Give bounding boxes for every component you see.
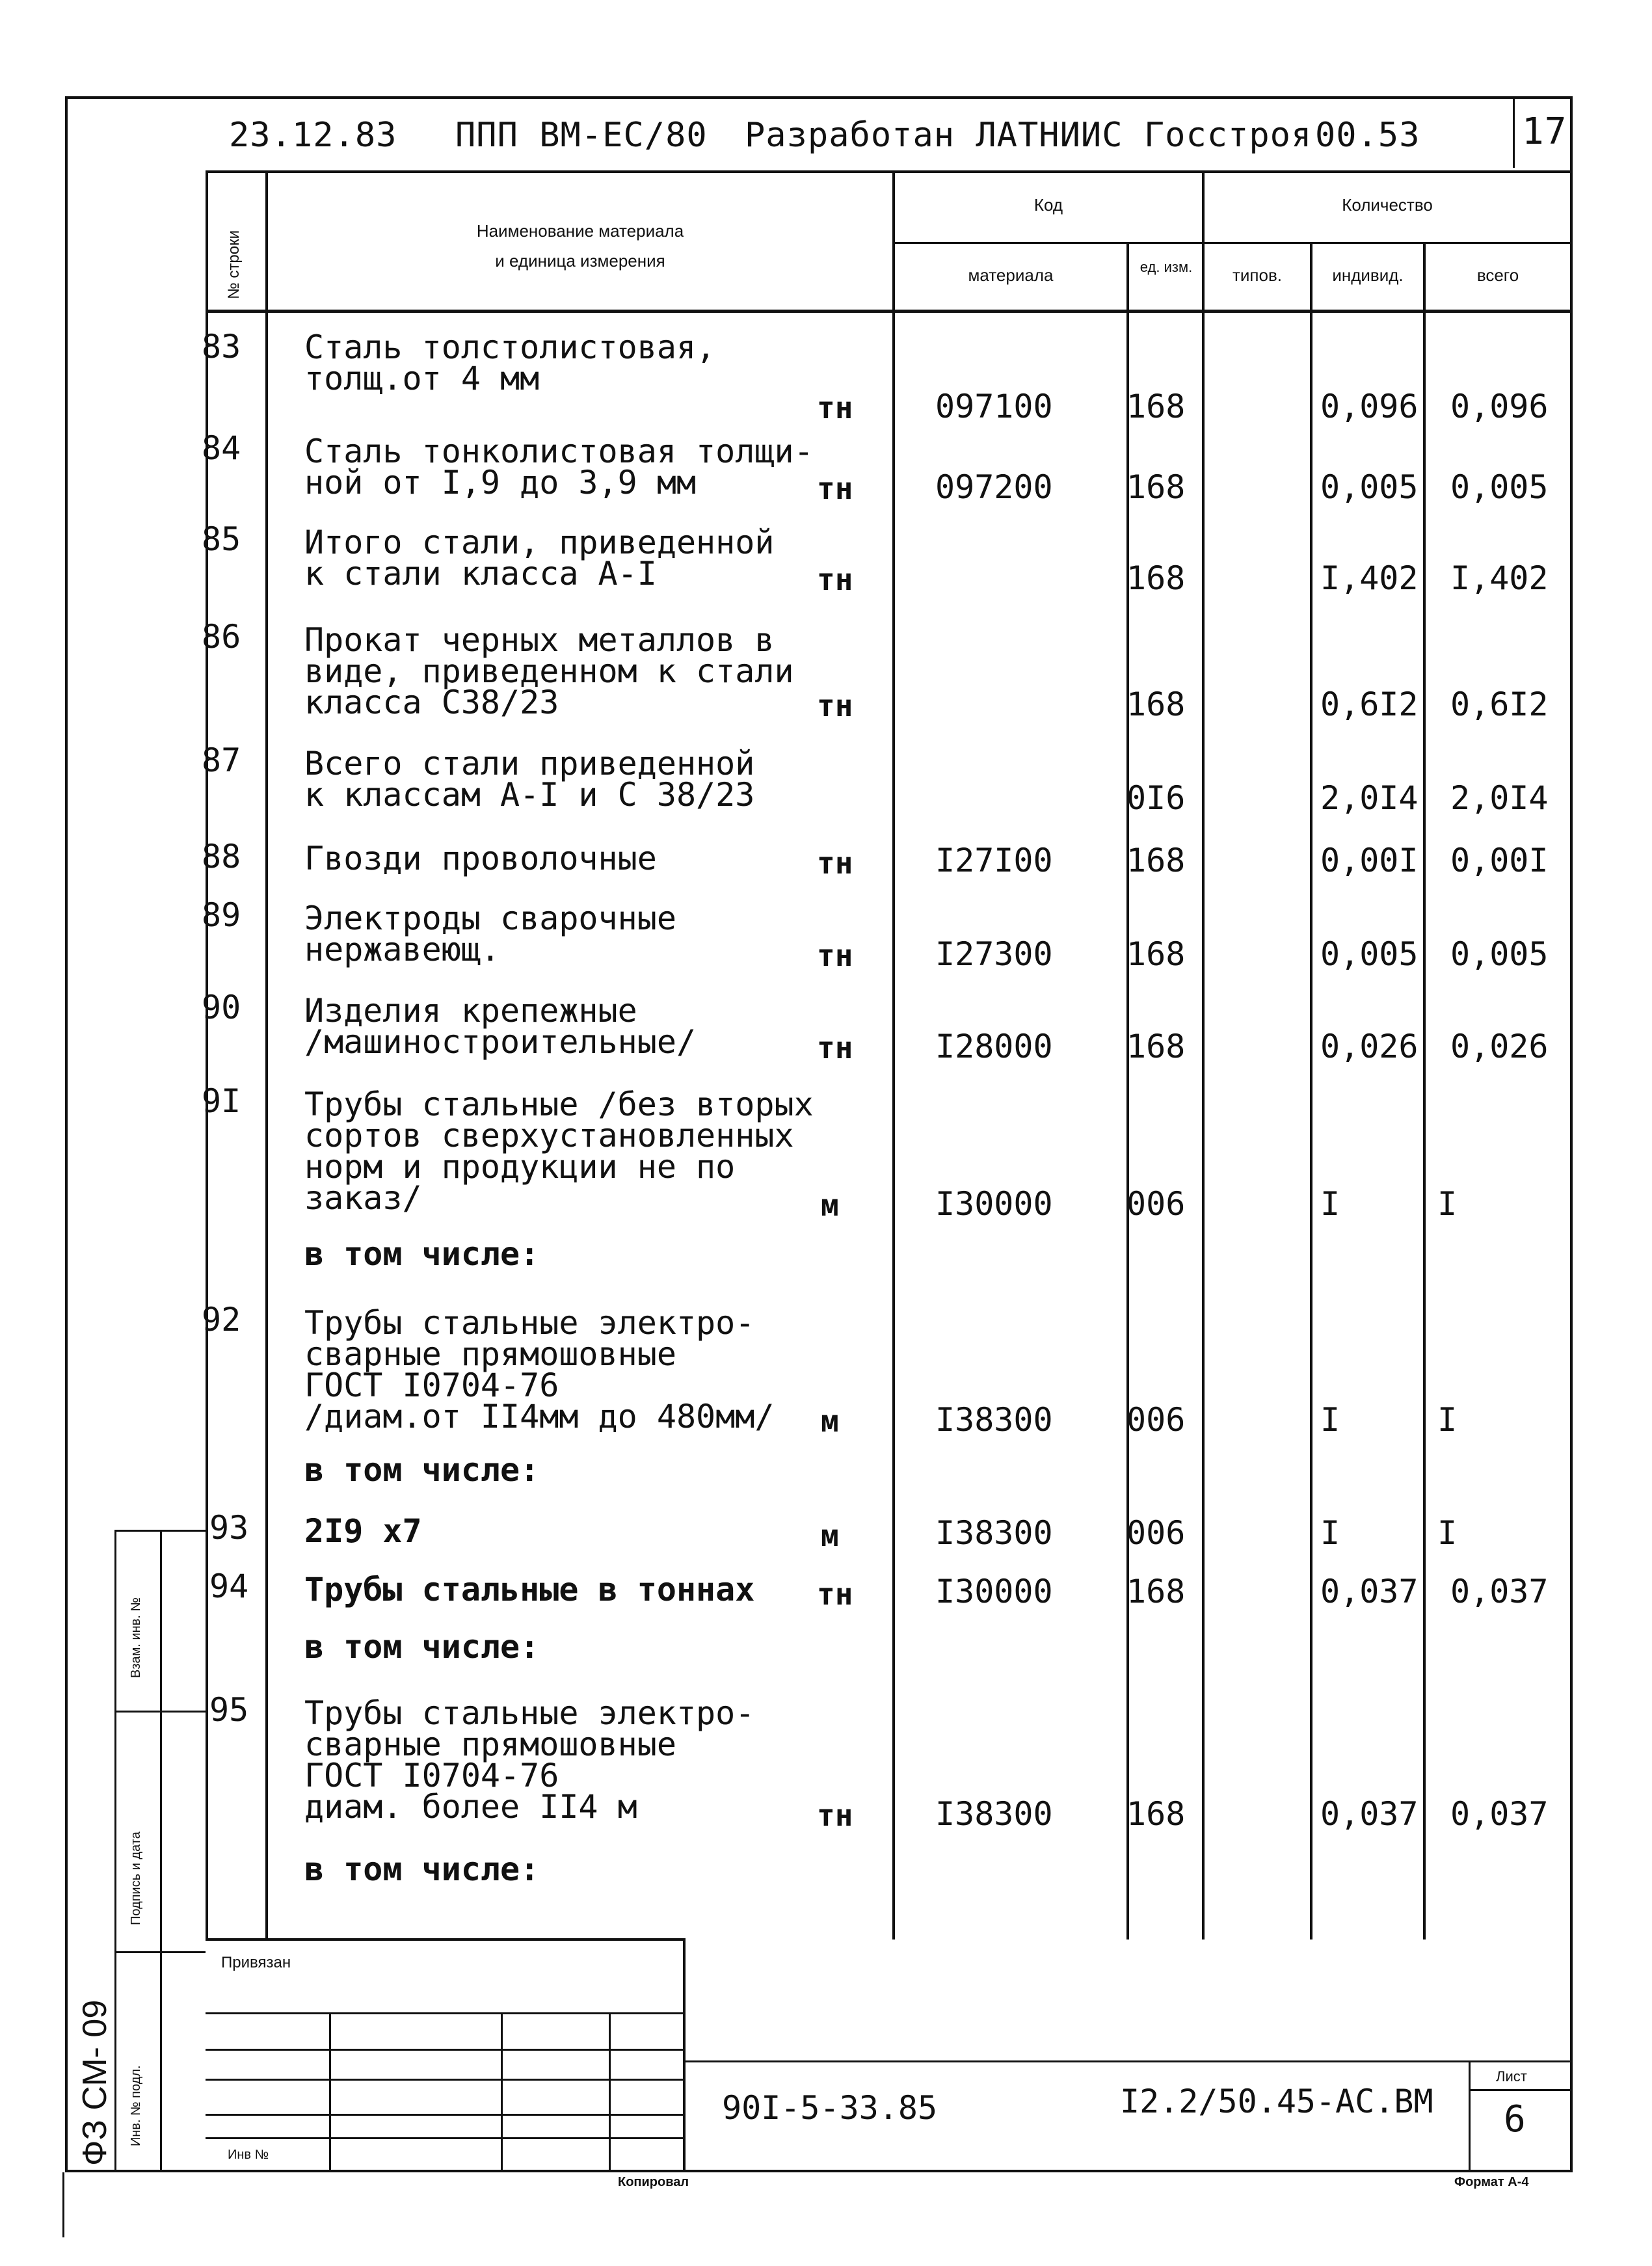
row-qty-total: I	[1437, 1185, 1458, 1223]
row-qty-individual: I	[1320, 1401, 1340, 1439]
binding-margin-line	[62, 2172, 64, 2237]
row-material-code: I38300	[935, 1401, 1053, 1439]
row-name: Гвозди проволочные	[304, 840, 657, 877]
row-material-code: I27300	[935, 935, 1053, 973]
col-head-qty: Количество	[1342, 195, 1433, 215]
row-number: 94	[209, 1567, 249, 1605]
margin-archive-code: ФЗ СМ- 09	[76, 1999, 114, 2166]
col-divider-name	[265, 170, 268, 1939]
stamp-top-left-box	[206, 1938, 686, 1941]
margin-sep-2	[114, 1530, 116, 2171]
row-unit: тн	[817, 1798, 853, 1833]
row-qty-total: I	[1437, 1514, 1458, 1552]
row-qty-individual: 0,096	[1320, 388, 1419, 425]
stamp-linked-label: Привязан	[221, 1954, 291, 1971]
row-material-code: 097200	[935, 468, 1053, 506]
row-qty-individual: I	[1320, 1185, 1340, 1223]
col-head-qty-individual: индивид.	[1332, 265, 1404, 285]
col-head-name-line1: Наименование материала	[476, 221, 684, 241]
row-number: 88	[202, 838, 241, 875]
row-name: Итого стали, приведенной к стали класса А-I	[304, 524, 775, 593]
margin-vzam-inv: Взам. инв. №	[129, 1597, 143, 1678]
row-unit: тн	[817, 938, 853, 973]
margin-sep-1	[160, 1530, 206, 1532]
stamp-col-2	[501, 2012, 503, 2171]
row-qty-total: I	[1437, 1401, 1458, 1439]
row-unit: тн	[817, 471, 853, 506]
row-qty-individual: I	[1320, 1514, 1340, 1552]
row-number: 85	[202, 520, 241, 558]
page-number: 17	[1522, 111, 1567, 153]
row-uom-code: 0I6	[1126, 779, 1186, 817]
row-number: 84	[202, 429, 241, 467]
row-uom-code: 006	[1126, 1401, 1186, 1439]
row-name: Трубы стальные в тоннах	[304, 1571, 755, 1608]
col-head-code: Код	[1033, 195, 1063, 215]
code-sub-line	[892, 242, 1205, 244]
frame-left	[65, 96, 68, 2172]
qty-sub-line	[1202, 242, 1570, 244]
row-name: Сталь толстолистовая, толщ.от 4 мм	[304, 328, 716, 397]
margin-sep-4	[114, 1711, 206, 1713]
row-qty-total: 0,037	[1450, 1795, 1549, 1833]
col-head-name-line2: и единица измерения	[495, 251, 665, 271]
row-uom-code: 168	[1126, 468, 1186, 506]
frame-top	[65, 96, 1573, 99]
row-name: Трубы стальные электро- сварные прямошовные ГОСТ I0704-76 диам. более II4 м	[304, 1694, 755, 1826]
stamp-sheet-label: Лист	[1496, 2068, 1527, 2085]
row-number: 93	[209, 1509, 249, 1547]
row-material-code: I38300	[935, 1795, 1053, 1833]
row-name: Электроды сварочные нержавеющ.	[304, 900, 676, 968]
row-material-code: I38300	[935, 1514, 1053, 1552]
col-divider-individual	[1310, 242, 1312, 1939]
row-name: Изделия крепежные /машиностроительные/	[304, 992, 697, 1061]
row-name: в том числе:	[304, 1850, 540, 1888]
stamp-drawing-code: I2.2/50.45-АС.ВМ	[1120, 2083, 1433, 2120]
stamp-doc-code: 90I-5-33.85	[722, 2089, 938, 2127]
col-head-rownum: № строки	[225, 230, 243, 299]
table-top-line	[206, 170, 1570, 173]
row-unit: тн	[817, 562, 853, 597]
stamp-row-line-1	[206, 2012, 686, 2014]
row-qty-individual: 2,0I4	[1320, 779, 1419, 817]
col-divider-total	[1423, 242, 1426, 1939]
margin-inner-line	[160, 1530, 162, 2171]
col-divider-code	[892, 170, 895, 1939]
stamp-row-line-4	[206, 2114, 686, 2116]
row-material-code: I30000	[935, 1185, 1053, 1223]
stamp-sheet-box-mid	[1469, 2089, 1570, 2091]
row-name: в том числе:	[304, 1628, 540, 1666]
row-uom-code: 006	[1126, 1185, 1186, 1223]
row-name: Всего стали приведенной к классам А-I и С 38/23	[304, 745, 755, 814]
stamp-row-line-3	[206, 2079, 686, 2081]
row-qty-individual: I,402	[1320, 559, 1419, 597]
row-unit: тн	[817, 1577, 853, 1612]
row-qty-total: 2,0I4	[1450, 779, 1549, 817]
row-uom-code: 168	[1126, 686, 1186, 723]
row-unit: тн	[817, 1030, 853, 1065]
row-material-code: I28000	[935, 1028, 1053, 1065]
row-qty-total: 0,6I2	[1450, 686, 1549, 723]
margin-sep-3	[114, 1530, 161, 1532]
row-material-code: 097100	[935, 388, 1053, 425]
row-name: 2I9 x7	[304, 1512, 422, 1550]
row-unit: м	[821, 1188, 839, 1223]
col-divider-qty	[1202, 170, 1205, 1939]
margin-sep-5	[114, 1951, 206, 1953]
row-number: 95	[209, 1691, 249, 1729]
stamp-col-3	[609, 2012, 611, 2171]
stamp-row-line-5	[206, 2137, 686, 2139]
row-uom-code: 168	[1126, 559, 1186, 597]
row-uom-code: 168	[1126, 842, 1186, 879]
row-uom-code: 168	[1126, 388, 1186, 425]
row-material-code: I30000	[935, 1573, 1053, 1610]
row-uom-code: 006	[1126, 1514, 1186, 1552]
row-qty-individual: 0,005	[1320, 935, 1419, 973]
stamp-format-label: Формат А-4	[1454, 2175, 1529, 2189]
row-uom-code: 168	[1126, 1573, 1186, 1610]
stamp-sheet-number: 6	[1504, 2098, 1526, 2140]
col-head-qty-typical: типов.	[1232, 265, 1282, 285]
margin-signature-date: Подпись и дата	[129, 1832, 143, 1925]
header-date: 23.12.83	[229, 116, 397, 155]
row-number: 89	[202, 896, 241, 934]
stamp-copied-label: Копировал	[618, 2175, 689, 2189]
row-uom-code: 168	[1126, 1028, 1186, 1065]
frame-bottom	[65, 2170, 1573, 2172]
row-number: 86	[202, 618, 241, 656]
row-qty-individual: 0,005	[1320, 468, 1419, 506]
header-code: 00.53	[1315, 116, 1420, 155]
table-head-bottom-line	[206, 310, 1570, 313]
stamp-left-box-right	[683, 1938, 686, 2171]
row-uom-code: 168	[1126, 1795, 1186, 1833]
row-number: 87	[202, 741, 241, 779]
stamp-row-line-2	[206, 2049, 686, 2051]
col-head-qty-total: всего	[1476, 265, 1519, 285]
stamp-col-1	[329, 2012, 331, 2171]
row-name: Трубы стальные /без вторых сортов сверхустановленных норм и продукции не по заказ/	[304, 1086, 814, 1217]
row-material-code: I27I00	[935, 842, 1053, 879]
row-qty-total: I,402	[1450, 559, 1549, 597]
row-unit: тн	[817, 390, 853, 425]
col-head-code-unit: ед. изм.	[1139, 259, 1193, 275]
row-qty-individual: 0,037	[1320, 1573, 1419, 1610]
row-name: Сталь тонколистовая толщи- ной от I,9 до 3,9 мм	[304, 433, 814, 501]
row-qty-total: 0,037	[1450, 1573, 1549, 1610]
row-qty-total: 0,005	[1450, 935, 1549, 973]
row-qty-individual: 0,00I	[1320, 842, 1419, 879]
row-unit: м	[821, 1518, 839, 1553]
row-qty-individual: 0,6I2	[1320, 686, 1419, 723]
row-name: Трубы стальные электро- сварные прямошовные ГОСТ I0704-76 /диам.от II4мм до 480мм/	[304, 1304, 775, 1435]
row-uom-code: 168	[1126, 935, 1186, 973]
page-number-box-left	[1513, 96, 1515, 168]
row-qty-total: 0,096	[1450, 388, 1549, 425]
frame-right	[1570, 96, 1573, 2172]
header-developer: Разработан ЛАТНИИС Госстроя	[745, 116, 1312, 155]
row-qty-total: 0,026	[1450, 1028, 1549, 1065]
margin-inv-podl: Инв. № подл.	[129, 2065, 143, 2146]
row-number: 9I	[202, 1082, 241, 1120]
row-qty-total: 0,005	[1450, 468, 1549, 506]
stamp-sheet-box-left	[1469, 2060, 1471, 2171]
row-name: Прокат черных металлов в виде, приведенном к стали класса С38/23	[304, 621, 794, 721]
row-unit: тн	[817, 846, 853, 881]
row-qty-individual: 0,026	[1320, 1028, 1419, 1065]
row-qty-total: 0,00I	[1450, 842, 1549, 879]
row-name: в том числе:	[304, 1235, 540, 1273]
stamp-main-top	[686, 2060, 1570, 2062]
header-org-code: ППП ВМ-ЕС/80	[455, 116, 708, 155]
col-head-code-material: материала	[968, 265, 1054, 285]
row-unit: м	[821, 1404, 839, 1439]
row-name: в том числе:	[304, 1451, 540, 1489]
stamp-inv-label: Инв №	[228, 2148, 269, 2162]
row-unit: тн	[817, 688, 853, 723]
row-number: 83	[202, 328, 241, 366]
row-number: 90	[202, 989, 241, 1026]
row-qty-individual: 0,037	[1320, 1795, 1419, 1833]
row-number: 92	[202, 1301, 241, 1339]
